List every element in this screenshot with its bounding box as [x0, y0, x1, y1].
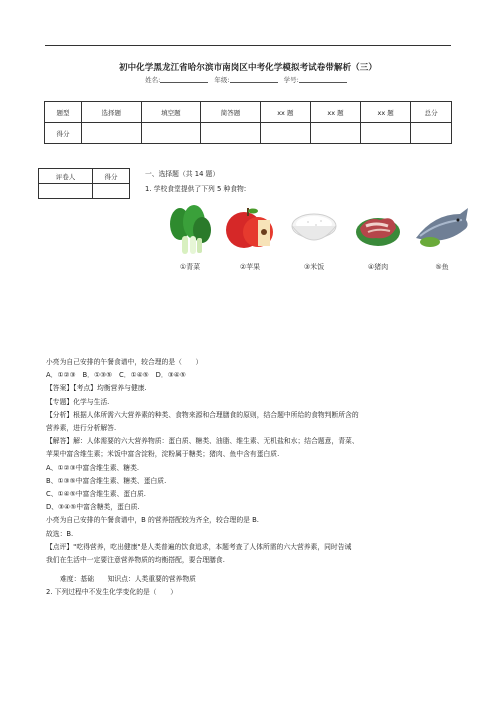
header-cell-short: 简答题 — [201, 102, 261, 123]
option-c-analysis: C、①④⑤中富含维生素、蛋白质. — [46, 490, 146, 499]
food-caption-apple: ②苹果 — [239, 263, 261, 271]
score-cell[interactable] — [361, 123, 411, 144]
score-cell[interactable] — [82, 123, 142, 144]
question-1-solution — [46, 356, 456, 600]
grader-table — [38, 168, 130, 199]
score-cell[interactable] — [411, 123, 452, 144]
score-cell[interactable] — [141, 123, 201, 144]
score-cell[interactable] — [260, 123, 310, 144]
grade-blank[interactable] — [230, 75, 278, 83]
reviewer-label: 评卷人 — [39, 169, 93, 184]
reviewer-cell[interactable] — [39, 184, 93, 199]
score-cell[interactable] — [310, 123, 360, 144]
student-info-line — [45, 75, 451, 84]
header-cell-type: 题型 — [45, 102, 82, 123]
header-cell-total: 总分 — [411, 102, 452, 123]
page-title: 初中化学黑龙江省哈尔滨市南岗区中考化学模拟考试卷带解析（三） — [118, 63, 377, 73]
food-caption-rice: ③米饭 — [303, 263, 325, 271]
comment-line-2: 我们在生活中一定要注意营养物质的均衡搭配，要合理膳食. — [46, 556, 225, 565]
food-item-fish — [414, 200, 470, 272]
name-label: 姓名: — [145, 76, 161, 84]
difficulty-line: 难度：基础 知识点：人类重要的营养物质 — [60, 575, 196, 584]
score-table-header-row — [45, 102, 452, 123]
comment-line-1: 【点评】"吃得营养，吃出健康"是人类普遍的饮食追求，本题考查了人体所需的六大营养素，同时告诫 — [46, 542, 352, 551]
grader-score-cell[interactable] — [93, 184, 130, 199]
analysis-line-1: 【分析】根据人体所需六大营养素的种类、食物来源和合理膳食的原则，结合题中所给的食物判断所含的 — [46, 410, 359, 419]
bok-choy-image — [162, 200, 218, 260]
question-1-prompt: 小亮为自己安排的午餐食谱中，较合理的是（ ） — [46, 358, 203, 366]
rice-bowl-image — [286, 200, 342, 260]
header-cell-choice: 选择题 — [82, 102, 142, 123]
food-caption-pork: ④猪肉 — [367, 263, 389, 271]
name-blank[interactable] — [160, 75, 208, 83]
header-cell-fill: 填空题 — [141, 102, 201, 123]
food-images — [162, 200, 472, 272]
score-row-label: 得分 — [45, 123, 82, 144]
pork-image — [350, 200, 406, 260]
question-1-options: A．①②③ B．①③⑤ C．①④⑤ D．③④⑤ — [46, 371, 186, 380]
header-cell-xx1: xx 题 — [260, 102, 310, 123]
option-d-analysis: D、③④⑤中富含糖类，蛋白质. — [46, 503, 140, 512]
answer-line: 【答案】【考点】均衡营养与健康. — [46, 384, 147, 393]
top-rule — [45, 45, 451, 46]
grader-score-label: 得分 — [93, 169, 130, 184]
grade-label: 年级: — [214, 76, 230, 84]
food-item-pork — [350, 200, 406, 272]
score-cell[interactable] — [201, 123, 261, 144]
number-label: 学号: — [283, 76, 299, 84]
score-table — [44, 101, 452, 144]
number-blank[interactable] — [299, 75, 347, 83]
option-b-analysis: B、①③⑤中富含维生素、糖类、蛋白质. — [46, 476, 167, 485]
option-a-analysis: A、①②③中富含维生素、糖类. — [46, 463, 140, 472]
header-cell-xx2: xx 题 — [310, 102, 360, 123]
food-caption-fish: ⑤鱼 — [435, 263, 449, 271]
header-cell-xx3: xx 题 — [361, 102, 411, 123]
topic-line: 【专题】化学与生活. — [46, 397, 110, 406]
explain-line-1: 【解答】解：人体需要的六大营养物质：蛋白质、糖类、油脂、维生素、无机盐和水；结合题意，青菜、 — [46, 437, 359, 446]
food-item-rice — [286, 200, 342, 272]
apple-image — [222, 200, 278, 260]
explain-line-2: 苹果中富含维生素；米饭中富含淀粉，淀粉属于糖类；猪肉、鱼中含有蛋白质. — [46, 450, 280, 459]
fish-image — [414, 200, 470, 260]
score-table-score-row — [45, 123, 452, 144]
question-1-stem: 1. 学校食堂提供了下列 5 种食物: — [145, 185, 247, 193]
food-item-greens — [162, 200, 218, 272]
choice-line: 故选：B. — [46, 529, 74, 538]
question-2-stem: 2. 下列过程中不发生化学变化的是（ ） — [46, 588, 177, 597]
food-item-apple — [222, 200, 278, 272]
section-title: 一、选择题（共 14 题） — [145, 170, 220, 178]
analysis-line-2: 营养素，进行分析解答. — [46, 424, 117, 433]
conclusion-line: 小亮为自己安排的午餐食谱中，B 的营养搭配较为齐全，较合理的是 B. — [46, 516, 259, 525]
food-caption-greens: ①青菜 — [179, 263, 201, 271]
